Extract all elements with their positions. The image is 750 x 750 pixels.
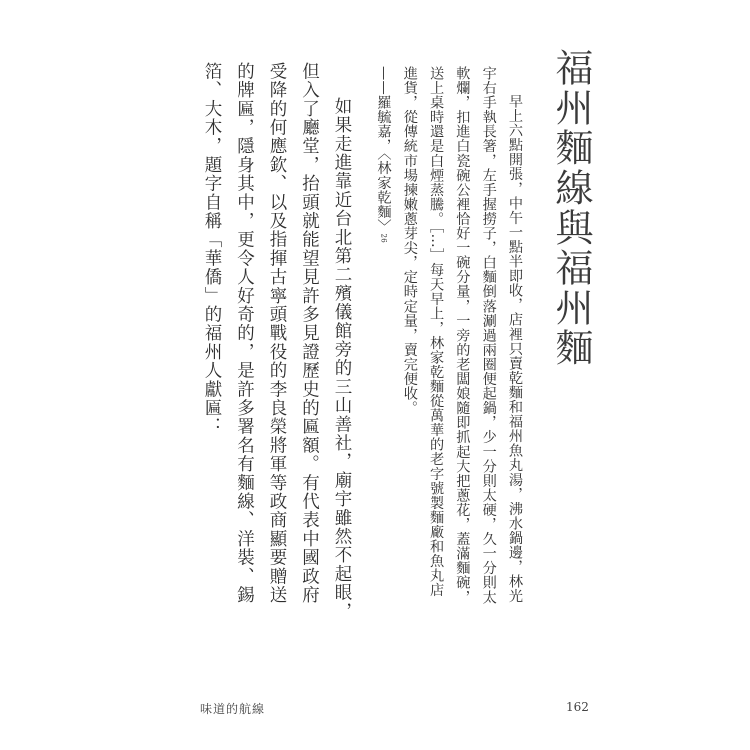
body-paragraph xyxy=(196,62,359,622)
running-footer-title: 味道的航線 xyxy=(200,702,266,716)
quote-text: 早上六點開張，中午一點半即收，店裡只賣乾麵和福州魚丸湯，沸水鍋邊，林光宇右手執長箸，左手握撈子，白麵倒落涮過兩圈便起鍋，少一分則太硬，久一分則太軟爛，扣進白瓷碗公裡恰好一碗分量，一旁的老闆娘隨即抓起大把蔥花，蓋滿麵碗，送上桌時還是白煙蒸騰。［…］每天早上，林家乾麵從萬華的老字號製麵廠和魚丸店進貨，從傳統市場揀嫩蔥芽尖，定時定量，賣完便收。 xyxy=(401,66,523,605)
body-text: 如果走進靠近台北第二殯儀館旁的三山善社，廟宇雖然不起眼，但入了廳堂，抬頭就能望見許多見證歷史的匾額。有代表中國政府受降的何應欽、以及指揮古寧頭戰役的李良榮將軍等政商顯要贈送的牌匾，隱身其中，更令人好奇的，是許多署名有麵線、洋裝、錫箔、大木，題字自稱「華僑」的福州人獻匾： xyxy=(202,62,352,621)
footnote-marker: 26 xyxy=(379,233,388,244)
chapter-title: 福州麵線與福州麵 xyxy=(549,48,593,368)
page-number: 162 xyxy=(566,700,589,714)
quoted-passage xyxy=(370,66,528,606)
quote-attribution: ——羅毓嘉，〈林家乾麵〉 xyxy=(375,66,392,234)
quote-attribution-line xyxy=(370,66,396,606)
